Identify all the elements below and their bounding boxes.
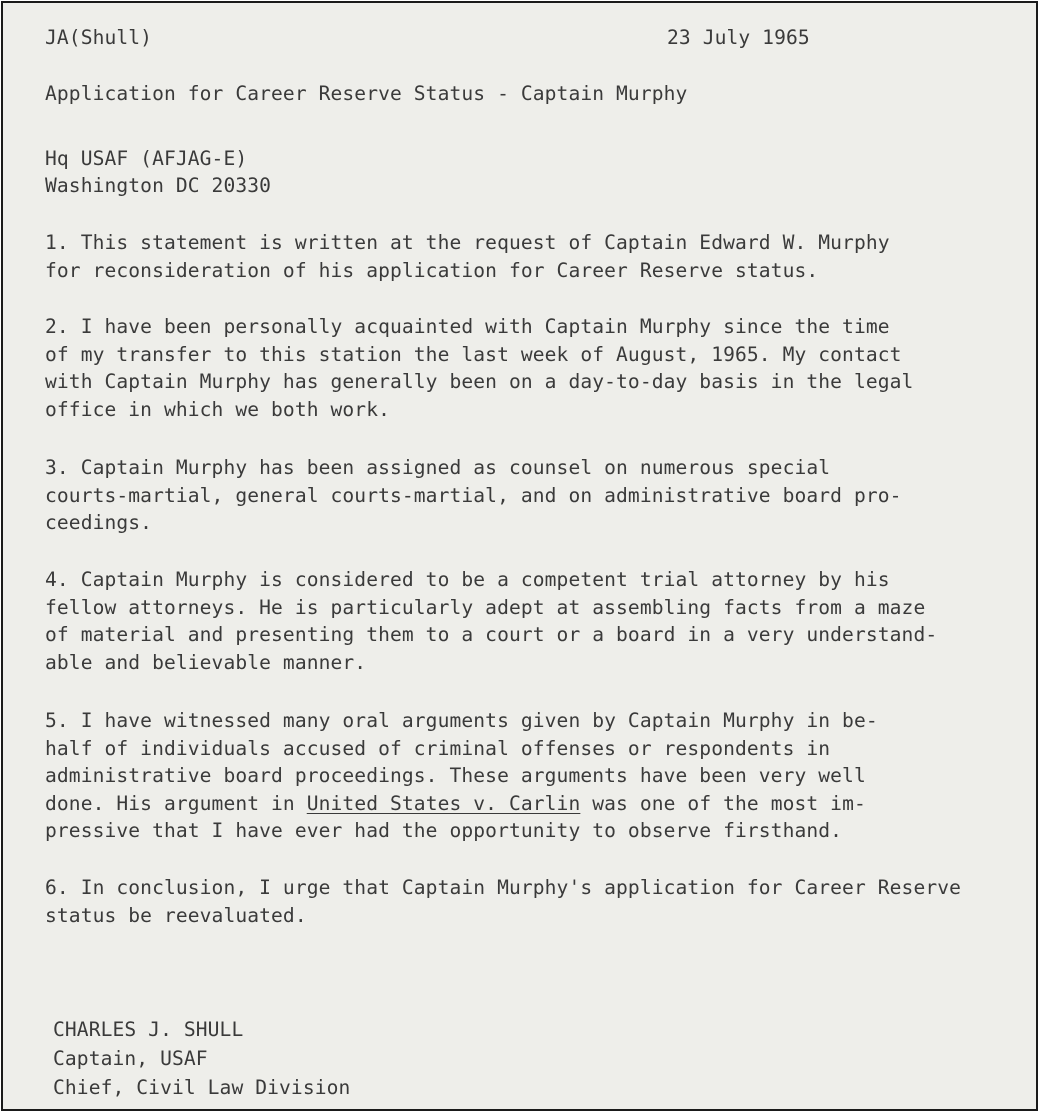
- paragraph-line: [45, 790, 1035, 818]
- paragraph-line: fellow attorneys. He is particularly adept at assembling facts from a maze: [45, 595, 926, 619]
- paragraph-line: office in which we both work.: [45, 397, 390, 421]
- paragraph-line: ceedings.: [45, 511, 153, 534]
- signature-title: Chief, Civil Law Division: [53, 1076, 351, 1099]
- paragraph-line: 4. Captain Murphy is considered to be a competent trial attorney by his: [45, 568, 890, 591]
- paragraph-line: with Captain Murphy has generally been on a day-to-day basis in the legal: [45, 370, 914, 393]
- paragraph-2: [45, 313, 1035, 423]
- paragraph-1: [45, 229, 1035, 284]
- paragraph-line: 1. This statement is written at the request of Captain Edward W. Murphy: [45, 231, 890, 254]
- subject-line: Application for Career Reserve Status - Captain Murphy: [45, 82, 688, 105]
- line-text-after-case: was one of the most im-: [580, 791, 866, 815]
- paragraph-4: [45, 566, 1035, 676]
- signature-name: CHARLES J. SHULL: [53, 1018, 244, 1041]
- paragraph-line: 2. I have been personally acquainted with Captain Murphy since the time: [45, 315, 890, 338]
- paragraph-line: 3. Captain Murphy has been assigned as counsel on numerous special: [45, 456, 831, 479]
- paragraph-line: courts-martial, general courts-martial, and on administrative board pro-: [45, 483, 902, 507]
- paragraph-line: able and believable manner.: [45, 650, 367, 674]
- paragraph-line: 6. In conclusion, I urge that Captain Murphy's application for Career Reserve: [45, 876, 962, 899]
- addressee-line-2: Washington DC 20330: [45, 174, 272, 197]
- paragraph-3: [45, 454, 1035, 537]
- memo-date: 23 July 1965: [667, 26, 810, 49]
- paragraph-line: administrative board proceedings. These arguments have been very well: [45, 764, 866, 787]
- memo-page: [1, 1, 1038, 1111]
- paragraph-6: [45, 874, 1035, 929]
- paragraph-line: for reconsideration of his application for Career Reserve status.: [45, 258, 819, 282]
- paragraph-5: [45, 707, 1035, 845]
- signature-rank: Captain, USAF: [53, 1047, 208, 1070]
- paragraph-line: half of individuals accused of criminal offenses or respondents in: [45, 736, 831, 760]
- paragraph-line: of my transfer to this station the last week of August, 1965. My contact: [45, 342, 902, 366]
- case-citation: United States v. Carlin: [306, 791, 581, 815]
- office-symbol: JA(Shull): [45, 26, 153, 49]
- paragraph-line: of material and presenting them to a court or a board in a very understand-: [45, 623, 938, 646]
- addressee-line-1: Hq USAF (AFJAG-E): [45, 147, 248, 170]
- line-text-before-case: done. His argument in: [45, 791, 307, 815]
- paragraph-line: 5. I have witnessed many oral arguments given by Captain Murphy in be-: [45, 709, 878, 732]
- paragraph-line: status be reevaluated.: [45, 903, 307, 927]
- paragraph-line: pressive that I have ever had the opportunity to observe firsthand.: [45, 819, 843, 842]
